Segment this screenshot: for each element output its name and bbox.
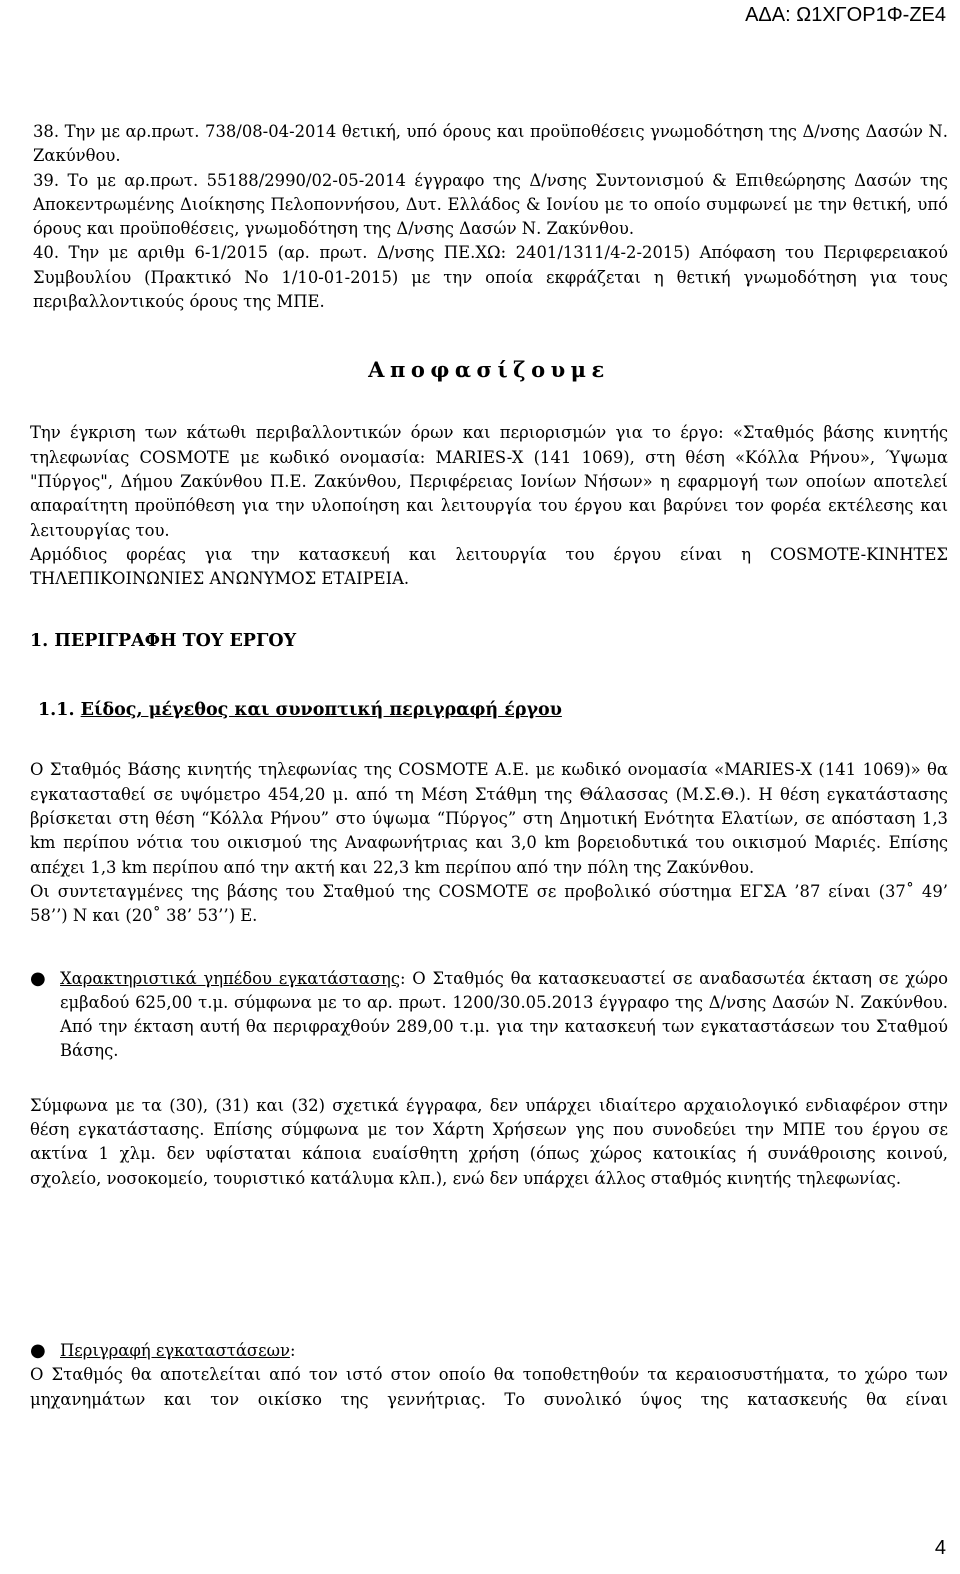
bullet-icon: ●: [30, 967, 46, 989]
list-item-38: 38. Την με αρ.πρωτ. 738/08-04-2014 θετική, υπό όρους και προϋποθέσεις γνωμοδότηση της Δ/νσης Δασών Ν. Ζακύνθου.: [33, 122, 948, 166]
section-1-1-number: 1.1.: [38, 700, 75, 721]
section-1-1-heading: [30, 698, 948, 722]
bullet-site-characteristics: [30, 967, 948, 1064]
reference-list: [30, 120, 948, 314]
bullet-body: :: [289, 1340, 296, 1360]
list-item-39: 39. Το με αρ.πρωτ. 55188/2990/02-05-2014 έγγραφο της Δ/νσης Συντονισμού & Επιθεώρησης Δασών της Αποκεντρωμένης Διοίκησης Πελοποννήσου, Δυτ. Ελλάδος & Ιονίου με το οποίο συμφωνεί με την θετική, υπό όρους και προϋποθέσεις, γνωμοδότηση της Δ/νσης Δασών Ν. Ζακύνθου.: [33, 170, 948, 239]
coordinates-paragraph: Οι συντεταγμένες της βάσης του Σταθμού της COSMOTE σε προβολικό σύστημα ΕΓΣΑ ’87 είναι (37˚ 49’ 58’’) Ν και (20˚ 38’ 53’’) Ε.: [30, 881, 948, 926]
approval-paragraph: Την έγκριση των κάτωθι περιβαλλοντικών όρων και περιορισμών για το έργο: «Σταθμός βάσης κινητής τηλεφωνίας COSMOTE με κωδικό ονομασία: MARIES-X (141 1069), στη θέση «Κόλλα Ρήνου», Ύψωμα "Πύργος", Δήμου Ζακύνθου Π.Ε. Ζακύνθου, Περιφέρειας Ιονίων Νήσων» η εφαρμογή των οποίων αποτελεί απαραίτητη προϋπόθεση για την υλοποίηση και λειτουργία του έργου και βαρύνει τον φορέα εκτέλεσης και λειτουργίας του.: [30, 423, 948, 540]
decision-title: Αποφασίζουμε: [368, 357, 610, 383]
bullet-text: [60, 967, 948, 1064]
bullet-body: : Ο Σταθμός θα κατασκευαστεί σε αναδασωτέα έκταση σε χώρο εμβαδού 625,00 τ.μ. σύμφωνα με το αρ. πρωτ. 1200/30.05.2013 έγγραφο της Δ/νσης Δασών Ν. Ζακύνθου. Από την έκταση αυτή θα περιφραχθούν 289,00 τ.μ. για την κατασκευή των εγκαταστάσεων του Σταθμού Βάσης.: [60, 968, 948, 1061]
section-1-heading: 1. ΠΕΡΙΓΡΑΦΗ ΤΟΥ ΕΡΓΟΥ: [30, 631, 297, 652]
ada-code: ΑΔΑ: Ω1ΧΓΟΡ1Φ-ΖΕ4: [745, 4, 946, 26]
installations-paragraph: Ο Σταθμός θα αποτελείται από τον ιστό στον οποίο θα τοποθετηθούν τα κεραιοσυστήματα, το χώρο των μηχανημάτων και τον οικίσκο της γεννήτριας. Το συνολικό ύψος της κατασκευής θα είναι: [30, 1365, 948, 1409]
responsible-paragraph: Αρμόδιος φορέας για την κατασκευή και λειτουργία του έργου είναι η COSMOTE-ΚΙΝΗΤΕΣ ΤΗΛΕΠΙΚΟΙΝΩΝΙΕΣ ΑΝΩΝΥΜΟΣ ΕΤΑΙΡΕΙΑ.: [30, 544, 948, 589]
list-item-40: 40. Την με αριθμ 6-1/2015 (αρ. πρωτ. Δ/νσης ΠΕ.ΧΩ: 2401/1311/4-2-2015) Απόφαση του Περιφερειακού Συμβουλίου (Πρακτικό Νο 1/10-01-2015) με την οποία εκφράζεται η θετική γνωμοδότηση για τους περιβαλλοντικούς όρους της ΜΠΕ.: [33, 243, 948, 312]
bullet-text: [60, 1339, 948, 1363]
bullet-installations: [30, 1339, 948, 1363]
bullet-icon: ●: [30, 1339, 46, 1361]
document-page: [30, 120, 948, 1412]
section-1-1-title: Είδος, μέγεθος και συνοπτική περιγραφή έργου: [80, 700, 562, 721]
page-number: 4: [934, 1537, 946, 1559]
location-paragraph: Ο Σταθμός Βάσης κινητής τηλεφωνίας της COSMOTE Α.Ε. με κωδικό ονομασία «MARIES-X (141 1069)» θα εγκατασταθεί σε υψόμετρο 454,20 μ. από τη Μέση Στάθμη της Θάλασσας (Μ.Σ.Θ.). Η θέση εγκατάστασης βρίσκεται στη θέση “Κόλλα Ρήνου” στο ύψωμα “Πύργος” στη Δημοτική Ενότητα Ελατίων, σε απόσταση 1,3 km περίπου νότια του οικισμού της Αναφωνήτριας και 3,0 km βορειοδυτικά του οικισμού Μαριές. Επίσης απέχει 1,3 km περίπου από την ακτή και 22,3 km περίπου από την πόλη της Ζακύνθου.: [30, 760, 948, 877]
bullet-label: Περιγραφή εγκαταστάσεων: [60, 1340, 290, 1360]
archaeology-paragraph: Σύμφωνα με τα (30), (31) και (32) σχετικά έγγραφα, δεν υπάρχει ιδιαίτερο αρχαιολογικό ενδιαφέρον στην θέση εγκατάστασης. Επίσης σύμφωνα με τον Χάρτη Χρήσεων γης που συνοδεύει την ΜΠΕ του έργου σε ακτίνα 1 χλμ. δεν υφίσταται κάποια ευαίσθητη χρήση (όπως χώρος κατοικίας ή συνάθροισης κοινού, σχολείο, νοσοκομείο, τουριστικό κατάλυμα κλπ.), ενώ δεν υπάρχει άλλος σταθμός κινητής τηλεφωνίας.: [30, 1095, 948, 1188]
bullet-label: Χαρακτηριστικά γηπέδου εγκατάστασης: [60, 968, 401, 988]
